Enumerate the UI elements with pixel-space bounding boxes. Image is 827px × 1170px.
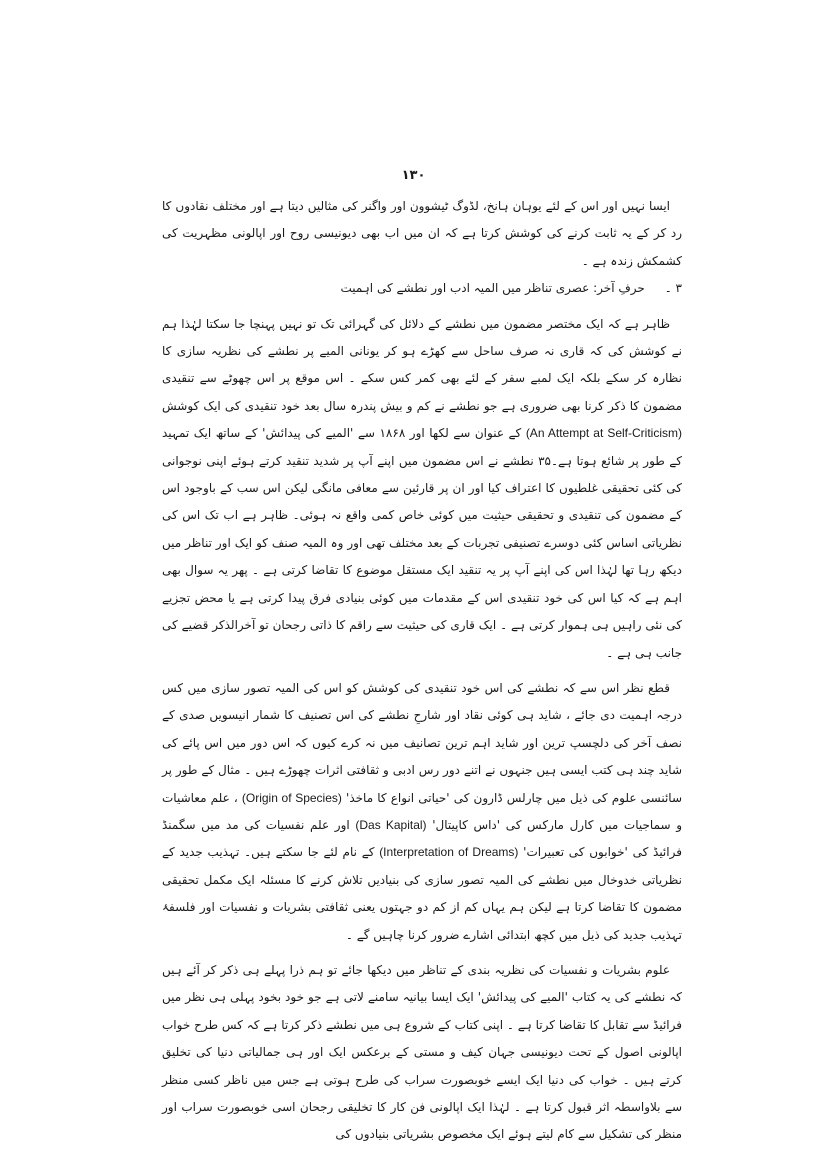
- paragraph-text: کے نام لئے جا سکتے ہیں۔ تہذیب جدید کے نظریاتی خدوخال میں نطشے کی المیہ تصور سازی کی بنیادیں تلاش کرنے کا مسئلہ ایک مکمل تحقیقی مضمون کا تقاضا کرتا ہے لیکن ہم یہاں کم از کم دو جہتوں یعنی ثقافتی بشریات و نفسیات اور فلسفۂ تہذیب جدید کی ذیل میں کچھ ابتدائی اشارے ضرور کرنا چاہیں گے ۔: [162, 845, 682, 942]
- paragraph-influence: [162, 675, 682, 949]
- paragraph-text: ظاہر ہے کہ ایک مختصر مضمون میں نطشے کے دلائل کی گہرائی تک تو نہیں پہنچا جا سکتا لہٰذا ہم نے کوشش کی کہ قاری نہ صرف ساحل سے کھڑے ہو کر یونانی المیے پر نطشے کی نظریہ سازی کا نظارہ کر سکے بلکہ ایک لمبے سفر کے لئے بھی کمر کس سکے ۔ اس موقع پر اس چھوٹے سے تنقیدی مضمون کا ذکر کرنا بھی ضروری ہے جو نطشے نے کم و بیش پندرہ سال بعد خود تنقیدی کی ایک کوشش: [162, 316, 682, 413]
- paragraph-text: اور علم نفسیات کی مد میں سگمنڈ فرائیڈ کی 'خوابوں کی تعبیرات': [162, 817, 682, 860]
- english-title: (Das Kapital): [355, 817, 427, 832]
- paragraph-text: ایسا نہیں اور اس کے لئے یوہان ہانخ، لڈوگ ٹیشوون اور واگنر کی مثالیں دیتا ہے اور مختلف نقادوں کا رد کر کے یہ ثابت کرنے کی کوشش کرتا ہے کہ ان میں اب بھی دیونیسی روح اور اپالونی مظہریت کی کشمکش زندہ ہے ۔: [162, 199, 682, 268]
- english-title: (Origin of Species): [241, 790, 342, 805]
- section-number: ۳ ۔: [664, 281, 682, 296]
- section-heading: [162, 275, 682, 302]
- paragraph-anthropology: [162, 957, 682, 1149]
- page-number: ۱۳۰: [401, 168, 426, 183]
- english-title: (Interpretation of Dreams): [379, 845, 519, 860]
- paragraph-self-criticism: [162, 311, 682, 667]
- paragraph-text: کے عنوان سے لکھا اور ۱۸۶۸ سے 'المیے کی پیدائش' کے ساتھ ایک تمہید کے طور پر شائع ہوتا ہے۔۳۵ نطشے نے اس مضمون میں اپنے آپ پر شدید تنقید کرتے ہوئے اپنی نوجوانی کی کئی تحقیقی غلطیوں کا اعتراف کیا اور ان پر قارئین سے معافی مانگی لیکن اس سب کے باوجود اس کے مضمون کی تنقیدی و تحقیقی حیثیت میں کوئی خاص کمی واقع نہ ہوئی۔ ظاہر ہے اب تک اس کی نظریاتی اساس کئی دوسرے تصنیفی تجربات کے بعد مختلف تھی اور وہ المیہ صنف کو ایک اور تناظر میں دیکھ رہا تھا لہٰذا اس کی اپنے آپ پر یہ تنقید ایک مستقل موضوع کا تقاضا کرتی ہے ۔ پھر یہ سوال بھی اہم ہے کہ کیا اس کی خود تنقیدی اس کے مقدمات میں کوئی بنیادی فرق پیدا کرتی ہے یا محض تجزیے کی نئی راہیں ہی ہموار کرتی ہے ۔ ایک قاری کی حیثیت سے راقم کا ذاتی رجحان تو آخرالذکر قضیے کی جانب ہی ہے ۔: [162, 426, 682, 660]
- paragraph-text: قطع نظر اس سے کہ نطشے کی اس خود تنقیدی کی کوشش کو اس کی المیہ تصور سازی میں کس درجہ اہمیت دی جائے ، شاید ہی کوئی نقاد اور شارحِ نطشے کی اس تصنیف کا شمار انیسویں صدی کے نصف آخر کی دلچسپ ترین اور شاید اہم ترین تصانیف میں نہ کرے کیوں کہ اس دور میں اس پائے کی شاید چند ہی کتب ایسی ہیں جنہوں نے اتنے دور رس ادبی و ثقافتی اثرات چھوڑے ہیں ۔ مثال کے طور پر سائنسی علوم کی ذیل میں چارلس ڈارون کی 'حیاتی انواع کا ماخذ': [162, 680, 683, 805]
- section-title: حرفِ آخر: عصری تناظر میں المیہ ادب اور نطشے کی اہمیت: [340, 281, 645, 296]
- english-title: (An Attempt at Self-Criticism): [525, 426, 682, 441]
- page-body: [162, 193, 682, 1149]
- paragraph-intro: [162, 193, 682, 275]
- paragraph-text: ، علم معاشیات و سماجیات میں کارل مارکس کی 'داس کاپیتال': [162, 790, 682, 832]
- paragraph-text: علوم بشریات و نفسیات کی نظریہ بندی کے تناظر میں دیکھا جائے تو ہم ذرا پہلے ہی ذکر کر آئے ہیں کہ نطشے کی یہ کتاب 'المیے کی پیدائش' ایک ایسا بیانیہ سامنے لاتی ہے جو خود بخود پہلی ہی نظر میں فرائیڈ سے تقابل کا تقاضا کرتا ہے ۔ اپنی کتاب کے شروع ہی میں نطشے ذکر کرتا ہے کہ کس طرح خواب اپالونی اصول کے تحت دیونیسی جہان کیف و مستی کے برعکس ایک اور ہی جمالیاتی دنیا کی تخلیق کرتے ہیں ۔ خواب کی دنیا ایک ایسے خوبصورت سراب کی طرح ہوتی ہے جس میں ناظر کسی منظر سے بلاواسطہ اثر قبول کرتا ہے ۔ لہٰذا ایک اپالونی فن کار کا تخلیقی رجحان اسی خوبصورت سراب اور منظر کی تشکیل سے کام لیتے ہوئے ایک مخصوص بشریاتی بنیادوں کی: [162, 962, 682, 1142]
